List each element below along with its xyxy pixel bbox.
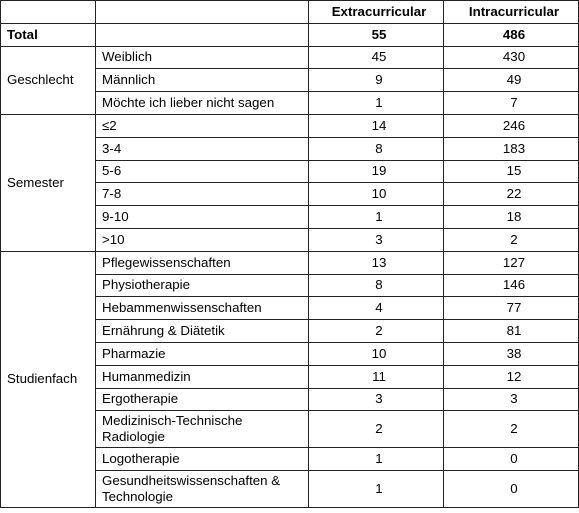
table-row <box>1 251 579 274</box>
table-row <box>1 46 579 69</box>
intra-value: 3 <box>444 388 579 411</box>
intra-value: 246 <box>444 114 579 137</box>
intra-value: 183 <box>444 137 579 160</box>
row-label: Möchte ich lieber nicht sagen <box>96 92 309 115</box>
extra-value: 3 <box>309 388 444 411</box>
intra-value: 127 <box>444 251 579 274</box>
table-row <box>1 114 579 137</box>
group-label-geschlecht: Geschlecht <box>1 46 96 114</box>
row-label: Männlich <box>96 69 309 92</box>
row-label: >10 <box>96 228 309 251</box>
intra-value: 146 <box>444 274 579 297</box>
extra-value: 1 <box>309 206 444 229</box>
row-label: Pharmazie <box>96 342 309 365</box>
intra-value: 81 <box>444 320 579 343</box>
total-empty-cell <box>96 23 309 46</box>
row-label: Pflegewissenschaften <box>96 251 309 274</box>
group-label-semester: Semester <box>1 114 96 251</box>
extra-value: 10 <box>309 183 444 206</box>
extra-value: 19 <box>309 160 444 183</box>
extra-value: 10 <box>309 342 444 365</box>
total-extra-value: 55 <box>309 23 444 46</box>
header-extracurricular: Extracurricular <box>309 1 444 24</box>
row-label: 7-8 <box>96 183 309 206</box>
intra-value: 12 <box>444 365 579 388</box>
extra-value: 11 <box>309 365 444 388</box>
intra-value: 18 <box>444 206 579 229</box>
row-label: Medizinisch-Technische Radiologie <box>96 411 309 448</box>
total-label: Total <box>1 23 96 46</box>
row-label: 5-6 <box>96 160 309 183</box>
group-label-studienfach: Studienfach <box>1 251 96 507</box>
row-label: Weiblich <box>96 46 309 69</box>
extra-value: 2 <box>309 320 444 343</box>
row-label: Physiotherapie <box>96 274 309 297</box>
row-label: Hebammenwissenschaften <box>96 297 309 320</box>
intra-value: 77 <box>444 297 579 320</box>
intra-value: 22 <box>444 183 579 206</box>
intra-value: 15 <box>444 160 579 183</box>
intra-value: 0 <box>444 471 579 508</box>
row-label: Ergotherapie <box>96 388 309 411</box>
header-empty-cell <box>96 1 309 24</box>
row-label: Logotherapie <box>96 448 309 471</box>
total-row <box>1 23 579 46</box>
row-label: 3-4 <box>96 137 309 160</box>
extra-value: 8 <box>309 137 444 160</box>
row-label: 9-10 <box>96 206 309 229</box>
total-intra-value: 486 <box>444 23 579 46</box>
extra-value: 1 <box>309 448 444 471</box>
extra-value: 2 <box>309 411 444 448</box>
extra-value: 9 <box>309 69 444 92</box>
extra-value: 4 <box>309 297 444 320</box>
extra-value: 13 <box>309 251 444 274</box>
extra-value: 1 <box>309 92 444 115</box>
row-label: Ernährung & Diätetik <box>96 320 309 343</box>
row-label: Gesundheitswissenschaften & Technologie <box>96 471 309 508</box>
extra-value: 14 <box>309 114 444 137</box>
extra-value: 45 <box>309 46 444 69</box>
extra-value: 1 <box>309 471 444 508</box>
extra-value: 3 <box>309 228 444 251</box>
intra-value: 0 <box>444 448 579 471</box>
extra-value: 8 <box>309 274 444 297</box>
intra-value: 430 <box>444 46 579 69</box>
header-intracurricular: Intracurricular <box>444 1 579 24</box>
intra-value: 2 <box>444 228 579 251</box>
row-label: ≤2 <box>96 114 309 137</box>
intra-value: 7 <box>444 92 579 115</box>
header-row <box>1 1 579 24</box>
intra-value: 38 <box>444 342 579 365</box>
intra-value: 49 <box>444 69 579 92</box>
row-label: Humanmedizin <box>96 365 309 388</box>
header-empty-cell <box>1 1 96 24</box>
intra-value: 2 <box>444 411 579 448</box>
